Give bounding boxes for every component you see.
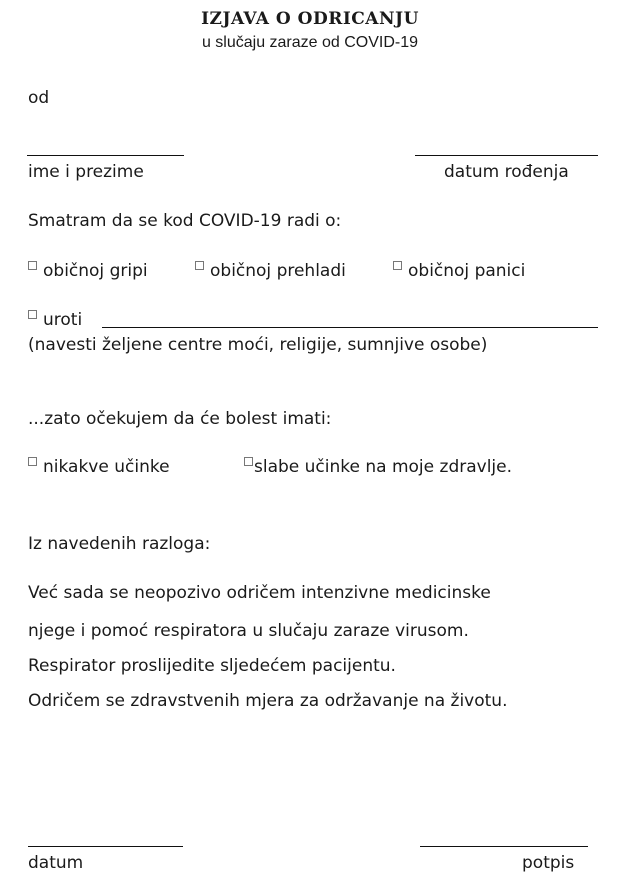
conspiracy-line[interactable] — [102, 327, 598, 328]
name-label: ime i prezime — [28, 162, 144, 182]
option-label: slabe učinke na moje zdravlje. — [254, 457, 513, 477]
option-weak-effect[interactable] — [244, 457, 512, 477]
document-subtitle: u slučaju zaraze od COVID-19 — [201, 34, 419, 51]
checkbox-icon[interactable] — [393, 261, 402, 270]
option-label: običnoj prehladi — [210, 261, 346, 281]
from-label: od — [28, 88, 50, 108]
effect-question: ...zato očekujem da će bolest imati: — [28, 409, 332, 429]
option-label: običnoj panici — [408, 261, 526, 281]
date-label: datum — [28, 853, 84, 873]
option-no-effect[interactable] — [28, 457, 170, 477]
checkbox-icon[interactable] — [28, 457, 37, 466]
dob-line[interactable] — [415, 155, 598, 156]
signature-line[interactable] — [420, 846, 588, 847]
option-panika[interactable] — [393, 261, 525, 281]
declaration-line: Odričem se zdravstvenih mjera za održavanje na životu. — [28, 691, 508, 711]
dob-label: datum rođenja — [444, 162, 569, 182]
option-label: uroti — [43, 310, 83, 330]
name-line[interactable] — [27, 155, 184, 156]
option-urota[interactable] — [28, 310, 82, 330]
option-gripa[interactable] — [28, 261, 148, 281]
checkbox-icon[interactable] — [28, 310, 37, 319]
declaration-line: Već sada se neopozivo odričem intenzivne medicinske — [28, 583, 491, 603]
conspiracy-hint: (navesti željene centre moći, religije, sumnjive osobe) — [28, 335, 488, 355]
date-line[interactable] — [28, 846, 183, 847]
declaration-line: Respirator proslijedite sljedećem pacijentu. — [28, 656, 396, 676]
checkbox-icon[interactable] — [195, 261, 204, 270]
option-label: običnoj gripi — [43, 261, 148, 281]
declaration-line: njege i pomoć respiratora u slučaju zaraze virusom. — [28, 621, 469, 641]
option-label: nikakve učinke — [43, 457, 170, 477]
checkbox-icon[interactable] — [28, 261, 37, 270]
checkbox-icon[interactable] — [244, 457, 253, 466]
reasons-label: Iz navedenih razloga: — [28, 534, 211, 554]
signature-label: potpis — [522, 853, 575, 873]
question-text: Smatram da se kod COVID-19 radi o: — [28, 211, 342, 231]
document-title: IZJAVA O ODRICANJU — [201, 9, 419, 29]
option-prehlada[interactable] — [195, 261, 346, 281]
